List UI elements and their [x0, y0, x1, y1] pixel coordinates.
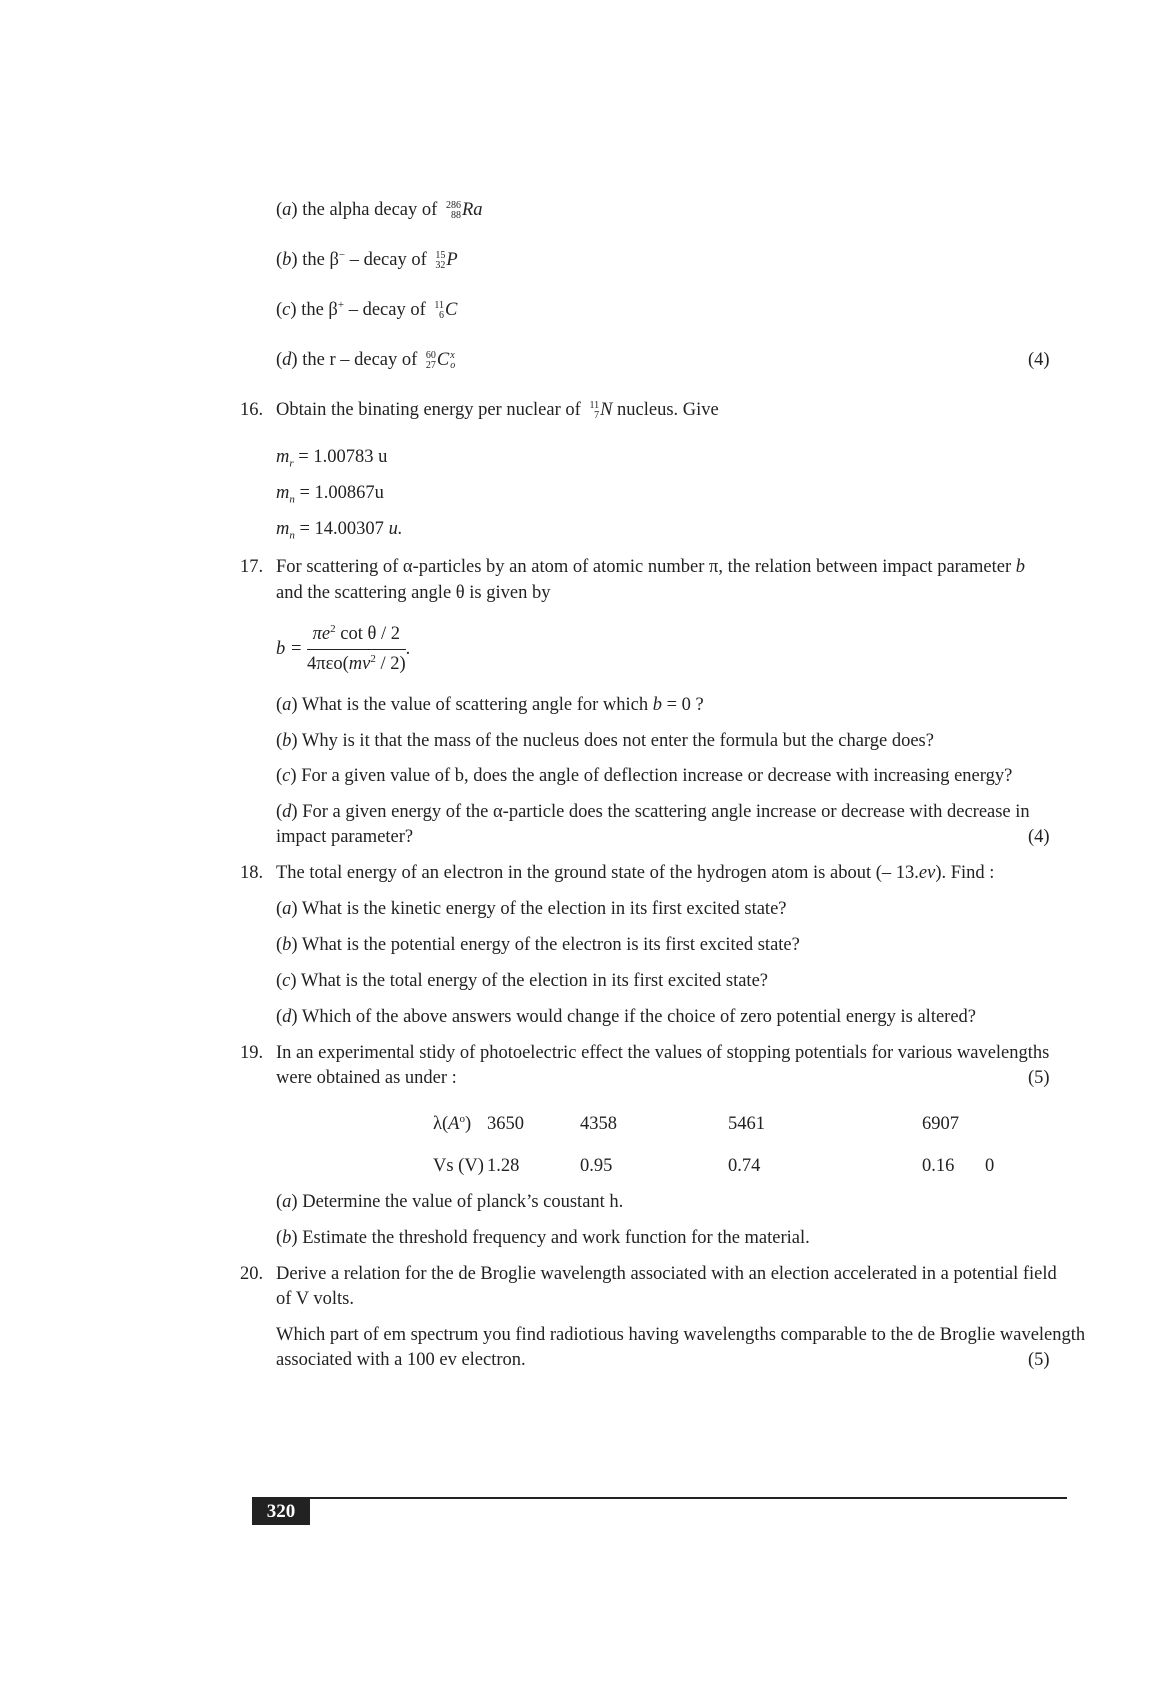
q19-line-2: were obtained as under : [276, 1068, 457, 1088]
q16-text: Obtain the binating energy per nuclear of 11 7 N nucleus. Give [276, 399, 719, 421]
q19-line-1: In an experimental stidy of photoelectric effect the values of stopping potentials for various wavelengths [276, 1043, 1050, 1063]
q18-text: The total energy of an electron in the ground state of the hydrogen atom is about (– 13.ev). Find : [276, 863, 995, 883]
table-cell: 0.16 [922, 1156, 955, 1176]
q17-part-a: (a) What is the value of scattering angle for which b = 0 ? [276, 695, 704, 715]
table-cell: 1.28 [487, 1156, 520, 1176]
footer-rule [252, 1497, 1067, 1499]
q16-mass-1: $m_r = 1.00783$ u [276, 447, 388, 470]
table-row [0, 1112, 1167, 1138]
table-cell: 4358 [580, 1114, 617, 1134]
q20-line-1: Derive a relation for the de Broglie wavelength associated with an election accelerated in a potential field [276, 1264, 1057, 1284]
q17-marks: (4) [1028, 827, 1050, 847]
q17-number: 17. [240, 557, 264, 577]
q20-line-3: Which part of em spectrum you find radiotious having wavelengths comparable to the de Broglie wavelength [276, 1325, 1086, 1345]
q19-number: 19. [240, 1043, 264, 1063]
q15-part-c: (c) the β+ – decay of 11 6 C [276, 298, 458, 321]
q15-part-b: (b) the β− – decay of 15 32 P [276, 248, 458, 271]
q20-line-2: of V volts. [276, 1289, 354, 1309]
q17-part-b: (b) Why is it that the mass of the nucleus does not enter the formula but the charge does? [276, 731, 934, 751]
q16-mass-3: $m_n = 14.00307$ u. [276, 519, 403, 542]
q18-part-d: (d) Which of the above answers would change if the choice of zero potential energy is altered? [276, 1007, 977, 1027]
q16-mass-2: $m_n = 1.00867u$ [276, 483, 384, 506]
q19-marks: (5) [1028, 1068, 1050, 1088]
q18-number: 18. [240, 863, 264, 883]
q19-part-b: (b) Estimate the threshold frequency and work function for the material. [276, 1228, 810, 1248]
table-cell: 0.74 [728, 1156, 761, 1176]
table-cell: 0 [985, 1156, 995, 1176]
q20-number: 20. [240, 1264, 264, 1284]
q15-part-a: (a) the alpha decay of 286 88 Ra [276, 199, 483, 221]
q19-part-a: (a) Determine the value of planck’s coustant h. [276, 1192, 624, 1212]
table-cell: 6907 [922, 1114, 959, 1134]
q16-number: 16. [240, 400, 264, 420]
q17-part-c: (c) For a given value of b, does the angle of deflection increase or decrease with increasing energy? [276, 766, 1013, 786]
q18-part-b: (b) What is the potential energy of the electron is its first excited state? [276, 935, 800, 955]
table-cell: 0.95 [580, 1156, 613, 1176]
q18-part-a: (a) What is the kinetic energy of the election in its first excited state? [276, 899, 787, 919]
q17-part-d: (d) For a given energy of the α-particle does the scattering angle increase or decrease with decrease in [276, 802, 1030, 822]
q17-line-2: and the scattering angle θ is given by [276, 583, 551, 603]
q17-formula: b = $\frac{\pi e^2 \cot \theta / 2}{4\pi\varepsilon o(mv^2 / 2)}$ . [276, 622, 410, 677]
q20-marks: (5) [1028, 1350, 1050, 1370]
stopping-potential-label: Vs (V) [433, 1156, 484, 1176]
table-cell: 3650 [487, 1114, 524, 1134]
q20-line-4: associated with a 100 ev electron. [276, 1350, 526, 1370]
q15-marks: (4) [1028, 350, 1050, 370]
page-number: 320 [252, 1498, 310, 1525]
q18-part-c: (c) What is the total energy of the election in its first excited state? [276, 971, 768, 991]
q17-part-d-cont: impact parameter? [276, 827, 414, 847]
table-row [0, 1154, 1167, 1180]
table-cell: 5461 [728, 1114, 765, 1134]
wavelength-label: $\lambda(A^o)$ [433, 1112, 472, 1134]
q17-line-1: For scattering of α-particles by an atom of atomic number π, the relation between impact parameter b [276, 557, 1026, 577]
impact-parameter-fraction: $\frac{\pi e^2 \cot \theta / 2}{4\pi\varepsilon o(mv^2 / 2)}$ [306, 622, 406, 674]
q15-part-d: (d) the r – decay of 60 27 C x o [276, 349, 456, 371]
